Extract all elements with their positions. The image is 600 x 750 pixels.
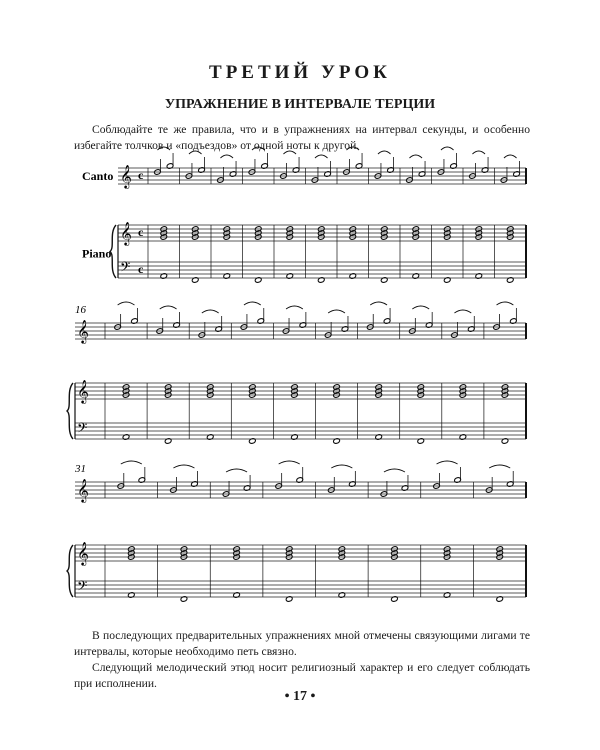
treble-clef: 𝄞 — [120, 164, 132, 188]
canto-note — [485, 477, 493, 493]
brace — [67, 545, 73, 597]
bass-clef: 𝄢 — [120, 259, 131, 278]
canto-note — [454, 467, 462, 483]
canto-note — [374, 163, 382, 179]
slur — [315, 155, 328, 158]
slur — [118, 302, 135, 305]
canto-note — [191, 471, 199, 487]
canto-note — [324, 161, 332, 177]
canto-note — [451, 322, 459, 338]
canto-note — [481, 157, 489, 173]
canto-note — [138, 467, 146, 483]
canto-note — [243, 475, 251, 491]
slur — [497, 302, 514, 305]
canto-note — [156, 318, 164, 334]
canto-note — [198, 157, 206, 173]
slur — [252, 147, 265, 150]
canto-note — [409, 318, 417, 334]
canto-note — [387, 157, 395, 173]
canto-note — [349, 471, 357, 487]
slur — [437, 461, 458, 464]
canto-note — [166, 153, 174, 169]
canto-note — [506, 471, 514, 487]
canto-note — [437, 159, 445, 175]
treble-clef: 𝄞 — [77, 319, 89, 343]
canto-note — [173, 312, 181, 328]
slur — [121, 461, 142, 464]
canto-staff — [75, 323, 526, 339]
slur — [283, 151, 296, 154]
canto-note — [324, 322, 332, 338]
canto-note — [170, 477, 178, 493]
canto-note — [261, 153, 269, 169]
canto-note — [406, 167, 414, 183]
slur — [409, 155, 422, 158]
measure-number: 31 — [75, 463, 86, 475]
slur — [173, 465, 194, 468]
slur — [441, 147, 454, 150]
canto-note — [355, 153, 363, 169]
piano-bass-staff — [75, 423, 526, 439]
treble-clef: 𝄞 — [120, 221, 132, 245]
canto-note — [366, 314, 374, 330]
canto-note — [299, 312, 307, 328]
slur — [378, 151, 391, 154]
canto-note — [257, 308, 265, 324]
slur — [189, 151, 202, 154]
canto-note — [296, 467, 304, 483]
canto-note — [280, 163, 288, 179]
canto-note — [433, 473, 441, 489]
slur — [226, 469, 247, 472]
exercise-title: УПРАЖНЕНИЕ В ИНТЕРВАЛЕ ТЕРЦИИ — [164, 97, 436, 112]
canto-note — [229, 161, 237, 177]
slur — [202, 310, 219, 313]
canto-note — [114, 314, 122, 330]
treble-clef: 𝄞 — [77, 541, 89, 565]
canto-note — [154, 159, 162, 175]
slur — [454, 310, 471, 313]
canto-note — [469, 163, 477, 179]
time-signature: c — [138, 168, 144, 182]
slur — [160, 306, 177, 309]
canto-note — [343, 159, 351, 175]
slur — [220, 155, 233, 158]
treble-clef: 𝄞 — [77, 478, 89, 502]
slur — [328, 310, 345, 313]
canto-note — [117, 473, 125, 489]
outro-paragraph-2: Следующий мелодический этюд носит религиозный характер и его следует соблюдать при исполнении. — [74, 661, 530, 690]
intro-paragraph: Соблюдайте те же правила, что и в упражнениях на интервал секунды, и особенно избегайте толчков и «подъездов» от одной ноты к другой. — [74, 123, 530, 152]
canto-note — [282, 318, 290, 334]
canto-note — [292, 157, 300, 173]
canto-note — [493, 314, 501, 330]
canto-note — [380, 481, 388, 497]
lesson-title: ТРЕТИЙ УРОК — [209, 62, 391, 83]
canto-note — [215, 316, 223, 332]
canto-note — [467, 316, 475, 332]
page-number: • 17 • — [284, 689, 316, 704]
slur — [244, 302, 261, 305]
slur — [331, 465, 352, 468]
slur — [370, 302, 387, 305]
piano-label: Piano — [82, 246, 112, 261]
canto-note — [131, 308, 139, 324]
time-signature: c — [138, 225, 144, 239]
slur — [279, 461, 300, 464]
time-signature: c — [138, 262, 144, 276]
canto-note — [217, 167, 225, 183]
canto-note — [275, 473, 283, 489]
canto-note — [198, 322, 206, 338]
canto-note — [222, 481, 230, 497]
canto-note — [510, 308, 518, 324]
canto-note — [450, 153, 458, 169]
bass-clef: 𝄢 — [77, 420, 88, 439]
canto-staff — [75, 482, 526, 498]
outro-paragraph-1: В последующих предварительных упражнениях мной отмечены связующими лигами те интервалы, которые необходимо петь связно. — [74, 629, 530, 658]
slur — [504, 155, 517, 158]
canto-note — [425, 312, 433, 328]
treble-clef: 𝄞 — [77, 379, 89, 403]
canto-note — [327, 477, 335, 493]
piano-bass-staff — [75, 581, 526, 597]
canto-note — [311, 167, 319, 183]
measure-number: 16 — [75, 304, 86, 316]
canto-note — [185, 163, 193, 179]
canto-note — [500, 167, 508, 183]
brace — [67, 383, 73, 439]
slur — [384, 469, 405, 472]
canto-label: Canto — [82, 169, 114, 183]
piano-treble-staff — [75, 383, 526, 399]
canto-note — [513, 161, 521, 177]
canto-note — [383, 308, 391, 324]
slur — [157, 147, 170, 150]
canto-note — [341, 316, 349, 332]
slur — [412, 306, 429, 309]
canto-note — [240, 314, 248, 330]
slur — [472, 151, 485, 154]
canto-note — [401, 475, 409, 491]
slur — [489, 465, 510, 468]
piano-treble-staff — [75, 545, 526, 561]
canto-note — [248, 159, 256, 175]
slur — [346, 147, 359, 150]
canto-note — [418, 161, 426, 177]
slur — [286, 306, 303, 309]
bass-clef: 𝄢 — [77, 578, 88, 597]
